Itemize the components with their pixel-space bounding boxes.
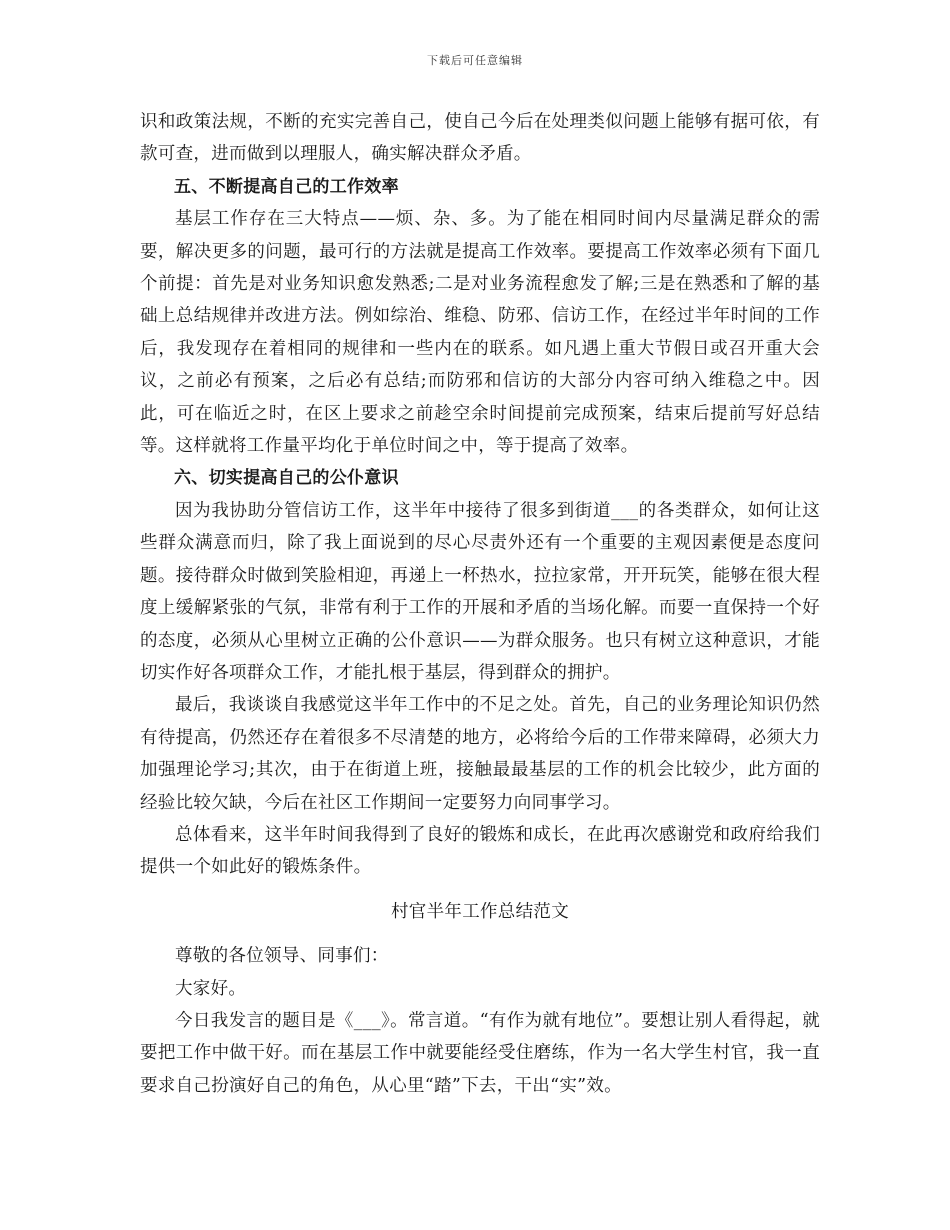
salutation: 尊敬的各位领导、同事们： xyxy=(175,946,389,967)
page-header: 下载后可任意编辑 xyxy=(427,54,523,67)
section-heading-6: 六、切实提高自己的公仆意识 xyxy=(174,468,399,489)
paragraph-continuation: 识和政策法规，不断的充实完善自己，使自己今后在处理类似问题上能够有据可依，有款可查，进而做到以理服人，确实解决群众矛盾。 xyxy=(140,112,820,165)
document-body xyxy=(140,106,820,1102)
section-heading-5: 五、不断提高自己的工作效率 xyxy=(174,176,399,197)
greeting: 大家好。 xyxy=(175,978,247,999)
paragraph-overall: 总体看来，这半年时间我得到了良好的锻炼和成长，在此再次感谢党和政府给我们提供一个如此好的锻炼条件。 xyxy=(140,824,820,878)
paragraph-speech-intro: 今日我发言的题目是《___》。常言道。“有作为就有地位”。要想让别人看得起，就要把工作中做干好。而在基层工作中就要能经受住磨练，作为一名大学生村官，我一直要求自己扮演好自己的角色，从心里“踏”下去，干出“实”效。 xyxy=(140,1010,820,1096)
paragraph-shortcomings: 最后，我谈谈自我感觉这半年工作中的不足之处。首先，自己的业务理论知识仍然有待提高，仍然还存在着很多不尽清楚的地方，必将给今后的工作带来障碍，必须大力加强理论学习;其次，由于在街道上班，接触最最基层的工作的机会比较少，此方面的经验比较欠缺，今后在社区工作期间一定要努力向同事学习。 xyxy=(140,695,820,813)
paragraph-public-servant: 因为我协助分管信访工作，这半年中接待了很多到街道___的各类群众，如何让这些群众满意而归，除了我上面说到的尽心尽责外还有一个重要的主观因素便是态度问题。接待群众时做到笑脸相迎，再递上一杯热水，拉拉家常，开开玩笑，能够在很大程度上缓解紧张的气氛，非常有利于工作的开展和矛盾的当场化解。而要一直保持一个好的态度，必须从心里树立正确的公仆意识——为群众服务。也只有树立这种意识，才能切实作好各项群众工作，才能扎根于基层，得到群众的拥护。 xyxy=(140,500,820,683)
section-title: 村官半年工作总结范文 xyxy=(391,901,569,922)
paragraph-efficiency: 基层工作存在三大特点——烦、杂、多。为了能在相同时间内尽量满足群众的需要，解决更多的问题，最可行的方法就是提高工作效率。要提高工作效率必须有下面几个前提：首先是对业务知识愈发熟悉;二是对业务流程愈发了解;三是在熟悉和了解的基础上总结规律并改进方法。例如综治、维稳、防邪、信访工作，在经过半年时间的工作后，我发现存在着相同的规律和一些内在的联系。如凡遇上重大节假日或召开重大会议，之前必有预案，之后必有总结;而防邪和信访的大部分内容可纳入维稳之中。因此，可在临近之时，在区上要求之前趁空余时间提前完成预案，结束后提前写好总结等。这样就将工作量平均化于单位时间之中，等于提高了效率。 xyxy=(140,209,820,457)
